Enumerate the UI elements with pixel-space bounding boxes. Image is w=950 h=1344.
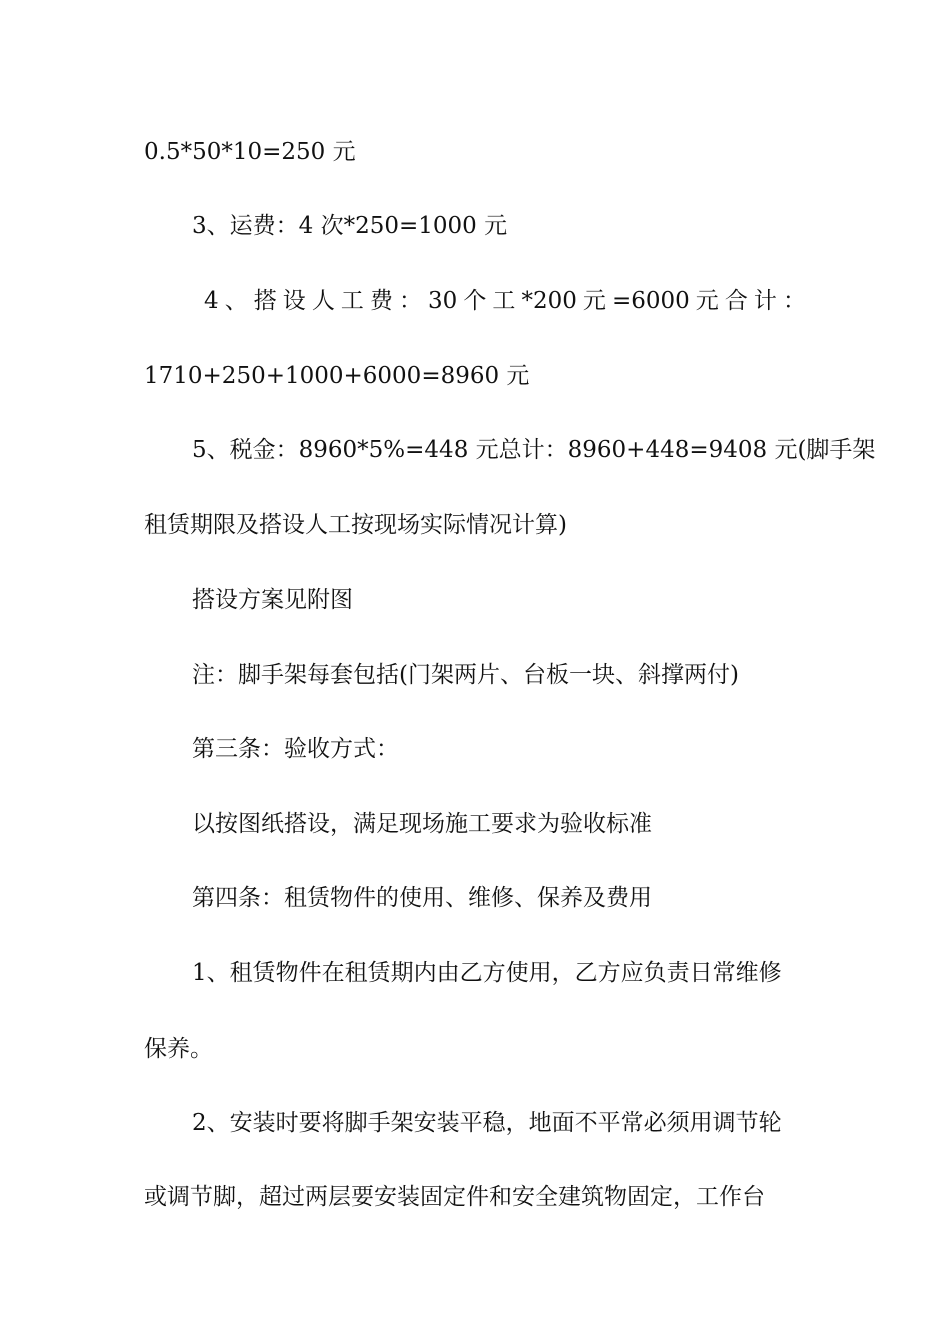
text-line-1: 0.5*50*10=250 元 (144, 139, 356, 165)
line3-token: 合 (724, 288, 748, 314)
text-line-14: 2、安装时要将脚手架安装平稳，地面不平常必须用调节轮 (192, 1110, 782, 1136)
line3-token: 元 (582, 288, 606, 314)
line3-token: 费 (369, 288, 393, 314)
text-line-5: 5、税金：8960*5%=448 元总计：8960+448=9408 元(脚手架 (192, 437, 876, 463)
line3-token: 元 (695, 288, 719, 314)
text-line-2: 3、运费：4 次*250=1000 元 (192, 213, 508, 239)
line3-token: ： (782, 288, 806, 314)
line3-token: *200 (521, 288, 577, 314)
text-line-6: 租赁期限及搭设人工按现场实际情况计算) (144, 512, 567, 538)
line3-token: 工 (492, 288, 516, 314)
line3-token: 计 (753, 288, 777, 314)
text-line-13: 保养。 (144, 1036, 213, 1062)
text-line-15: 或调节脚，超过两层要安装固定件和安全建筑物固定，工作台 (144, 1184, 765, 1210)
section-heading-3: 第三条：验收方式： (192, 736, 399, 762)
line3-token: 、 (224, 288, 248, 314)
line3-token: 搭 (253, 288, 277, 314)
text-line-4: 1710+250+1000+6000=8960 元 (144, 363, 530, 389)
text-line-12: 1、租赁物件在租赁期内由乙方使用，乙方应负责日常维修 (192, 960, 782, 986)
line3-token: 个 (463, 288, 487, 314)
text-line-10: 以按图纸搭设，满足现场施工要求为验收标准 (192, 811, 652, 837)
line3-token: 4 (204, 288, 219, 314)
line3-token: 30 (428, 288, 458, 314)
line3-token: =6000 (611, 288, 690, 314)
text-line-8: 注：脚手架每套包括(门架两片、台板一块、斜撑两付) (192, 662, 739, 688)
text-line-3 (204, 286, 806, 316)
section-heading-4: 第四条：租赁物件的使用、维修、保养及费用 (192, 885, 652, 911)
line3-token: 设 (282, 288, 306, 314)
text-line-7: 搭设方案见附图 (192, 587, 353, 613)
line3-token: 人 (311, 288, 335, 314)
line3-token: 工 (340, 288, 364, 314)
line3-token: ： (398, 288, 422, 314)
